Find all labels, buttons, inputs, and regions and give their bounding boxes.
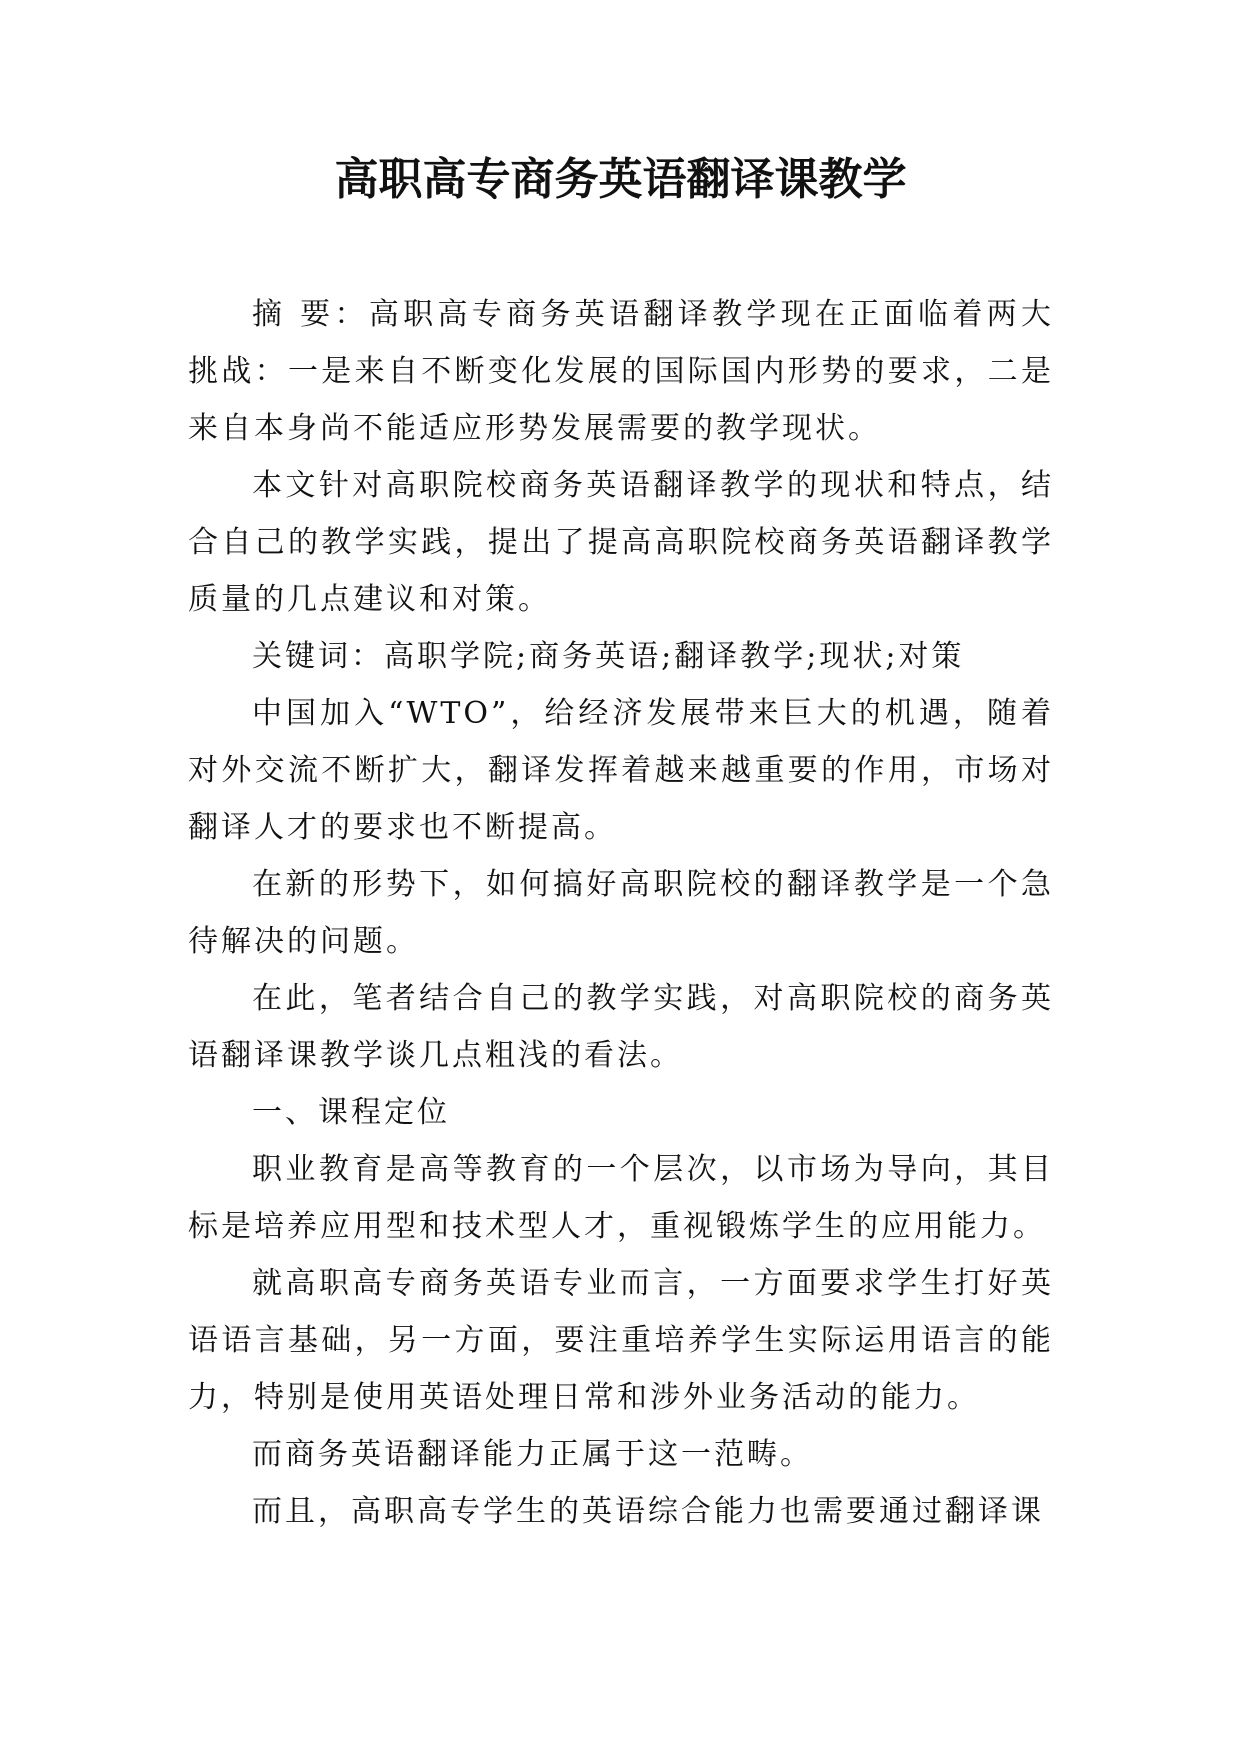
body-paragraph: 职业教育是高等教育的一个层次，以市场为导向，其目标是培养应用型和技术型人才，重视锻炼学生的应用能力。 (188, 1152, 1054, 1244)
body-paragraph: 在此，笔者结合自己的教学实践，对高职院校的商务英语翻译课教学谈几点粗浅的看法。 (188, 981, 1054, 1073)
body-paragraph: 就高职高专商务英语专业而言，一方面要求学生打好英语语言基础，另一方面，要注重培养学生实际运用语言的能力，特别是使用英语处理日常和涉外业务活动的能力。 (188, 1266, 1054, 1415)
document-title: 高职高专商务英语翻译课教学 (334, 154, 907, 205)
body-paragraph: 在新的形势下，如何搞好高职院校的翻译教学是一个急待解决的问题。 (188, 867, 1054, 959)
abstract-paragraph: 摘 要：高职高专商务英语翻译教学现在正面临着两大挑战：一是来自不断变化发展的国际国内形势的要求，二是来自本身尚不能适应形势发展需要的教学现状。 (188, 297, 1054, 446)
summary-paragraph: 本文针对高职院校商务英语翻译教学的现状和特点，结合自己的教学实践，提出了提高高职院校商务英语翻译教学质量的几点建议和对策。 (188, 468, 1054, 617)
body-paragraph: 而且，高职高专学生的英语综合能力也需要通过翻译课 (252, 1494, 1044, 1529)
body-paragraph: 而商务英语翻译能力正属于这一范畴。 (252, 1437, 813, 1472)
section-heading: 一、课程定位 (252, 1095, 450, 1130)
body-paragraph: 中国加入“WTO”，给经济发展带来巨大的机遇，随着对外交流不断扩大，翻译发挥着越来越重要的作用，市场对翻译人才的要求也不断提高。 (188, 696, 1054, 845)
keywords-paragraph: 关键词：高职学院;商务英语;翻译教学;现状;对策 (252, 639, 965, 674)
document-body (188, 286, 1054, 1540)
